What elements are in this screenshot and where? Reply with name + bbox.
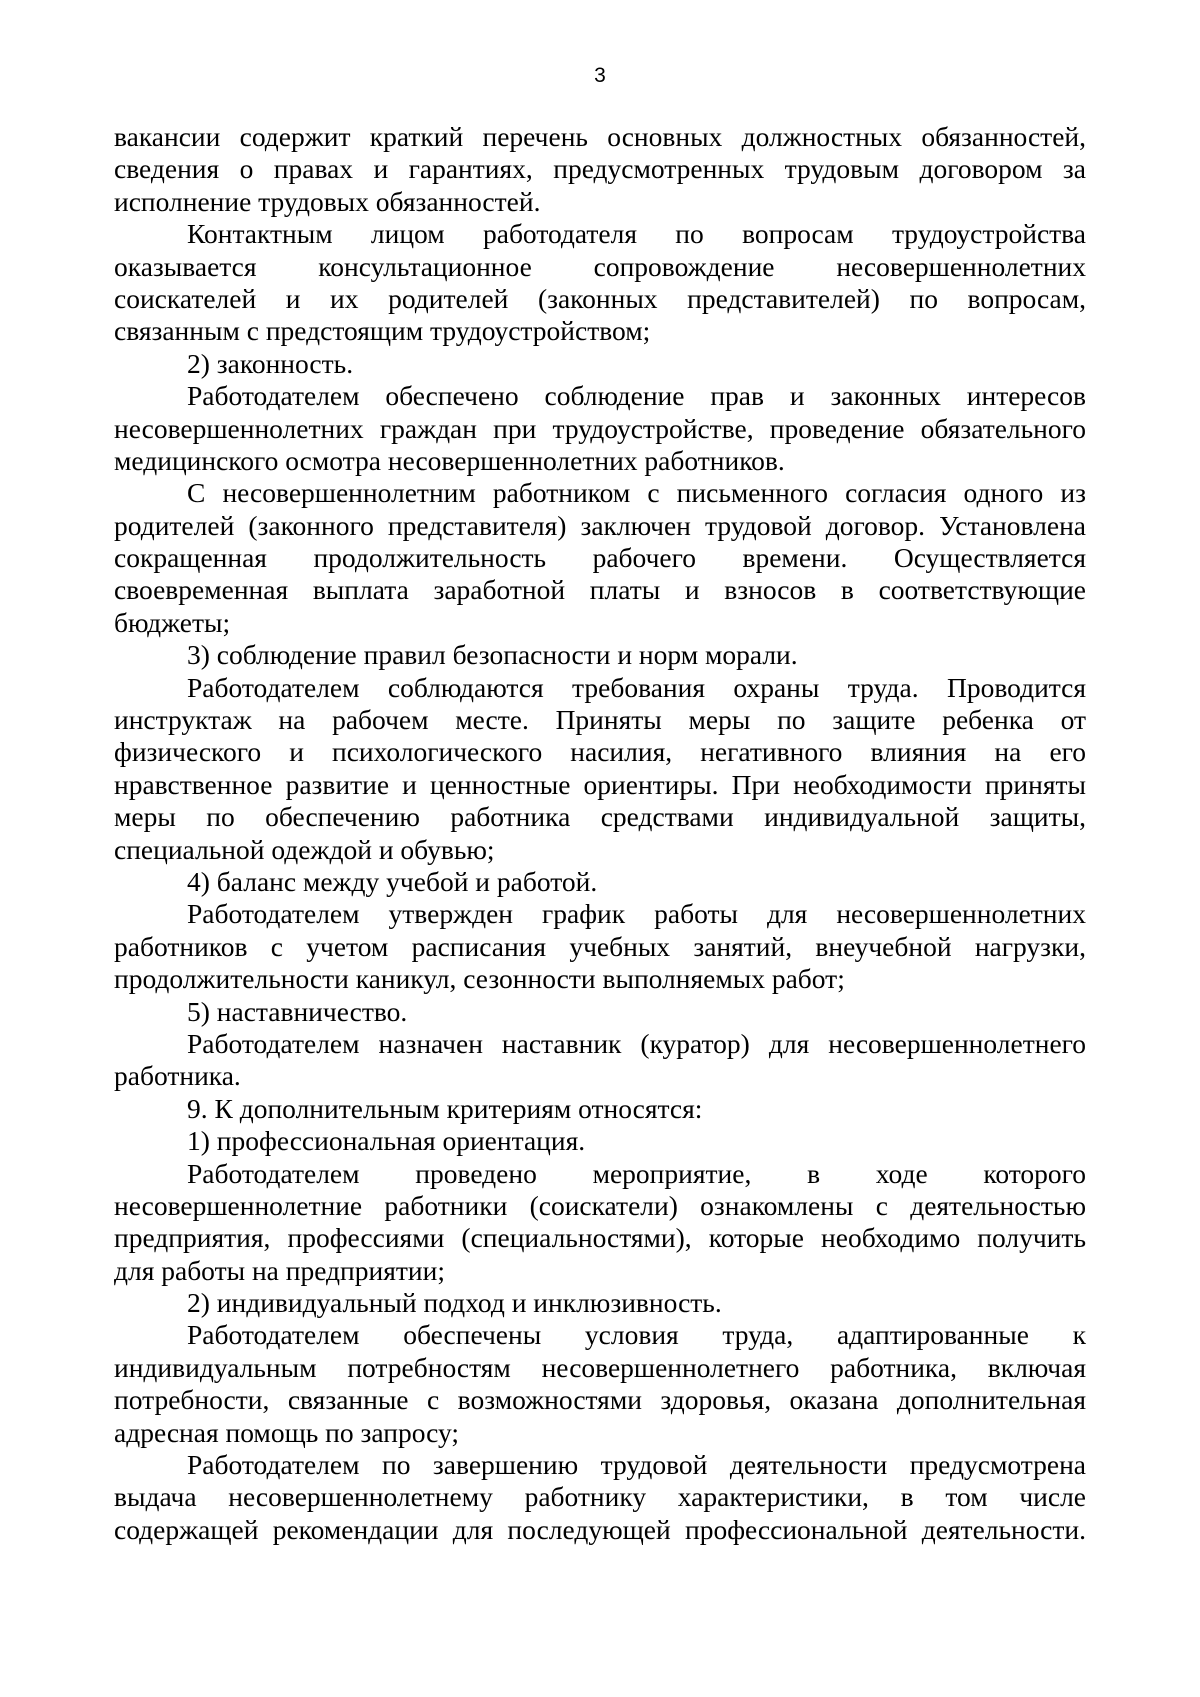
text-line: Контактным лицом работодателя по вопросам трудоустройства [187,218,1086,250]
text-line: специальной одеждой и обувью; [114,833,495,865]
text-line: сведения о правах и гарантиях, предусмотренных трудовым договором за [114,153,1086,185]
page-number: 3 [594,64,606,87]
text-line: работников с учетом расписания учебных занятий, внеучебной нагрузки, [114,930,1086,962]
text-line: для работы на предприятии; [114,1254,445,1286]
text-line: сокращенная продолжительность рабочего времени. Осуществляется [114,542,1086,574]
text-line: содержащей рекомендации для последующей профессиональной деятельности. [114,1513,1086,1545]
text-line: 9. К дополнительным критериям относятся: [187,1092,703,1124]
text-line: медицинского осмотра несовершеннолетних работников. [114,444,785,476]
text-line: вакансии содержит краткий перечень основных должностных обязанностей, [114,121,1086,152]
text-line: Работодателем утвержден график работы для несовершеннолетних [187,898,1086,930]
text-line: Работодателем по завершению трудовой деятельности предусмотрена [187,1449,1086,1481]
text-line: физического и психологического насилия, негативного влияния на его [114,736,1086,768]
text-line: Работодателем назначен наставник (куратор) для несовершеннолетнего [187,1027,1086,1059]
text-line: бюджеты; [114,606,231,638]
text-line: предприятия, профессиями (специальностями), которые необходимо получить [114,1222,1086,1254]
text-line: выдача несовершеннолетнему работнику характеристики, в том числе [114,1481,1086,1513]
text-line: 4) баланс между учебой и работой. [187,865,598,897]
text-line: родителей (законного представителя) заключен трудовой договор. Установлена [114,509,1086,541]
text-line: соискателей и их родителей (законных представителей) по вопросам, [114,282,1086,314]
text-line: связанным с предстоящим трудоустройством; [114,315,651,347]
text-line: нравственное развитие и ценностные ориентиры. При необходимости приняты [114,768,1086,800]
text-line: работника. [114,1060,241,1092]
text-line: несовершеннолетние работники (соискатели) ознакомлены с деятельностью [114,1189,1086,1221]
text-line: своевременная выплата заработной платы и взносов в соответствующие [114,574,1086,606]
text-line: потребности, связанные с возможностями здоровья, оказана дополнительная [114,1384,1086,1416]
text-line: индивидуальным потребностям несовершеннолетнего работника, включая [114,1351,1086,1383]
text-line: Работодателем проведено мероприятие, в ходе которого [187,1157,1086,1189]
text-line: 2) индивидуальный подход и инклюзивность. [187,1287,722,1319]
text-line: исполнение трудовых обязанностей. [114,185,541,217]
text-line: Работодателем соблюдаются требования охраны труда. Проводится [187,671,1086,703]
text-line: продолжительности каникул, сезонности выполняемых работ; [114,963,845,995]
document-body [114,121,1086,1546]
text-line: 1) профессиональная ориентация. [187,1125,586,1157]
text-line: адресная помощь по запросу; [114,1416,459,1448]
text-line: 2) законность. [187,347,354,379]
text-line: меры по обеспечению работника средствами индивидуальной защиты, [114,801,1086,833]
text-line: 3) соблюдение правил безопасности и норм морали. [187,639,798,671]
text-line: С несовершеннолетним работником с письменного согласия одного из [187,477,1086,509]
text-line: инструктаж на рабочем месте. Приняты меры по защите ребенка от [114,704,1086,736]
text-line: оказывается консультационное сопровождение несовершеннолетних [114,250,1086,282]
text-line: Работодателем обеспечены условия труда, адаптированные к [187,1319,1086,1351]
text-line: Работодателем обеспечено соблюдение прав и законных интересов [187,380,1086,412]
text-line: 5) наставничество. [187,995,408,1027]
text-line: несовершеннолетних граждан при трудоустройстве, проведение обязательного [114,412,1086,444]
